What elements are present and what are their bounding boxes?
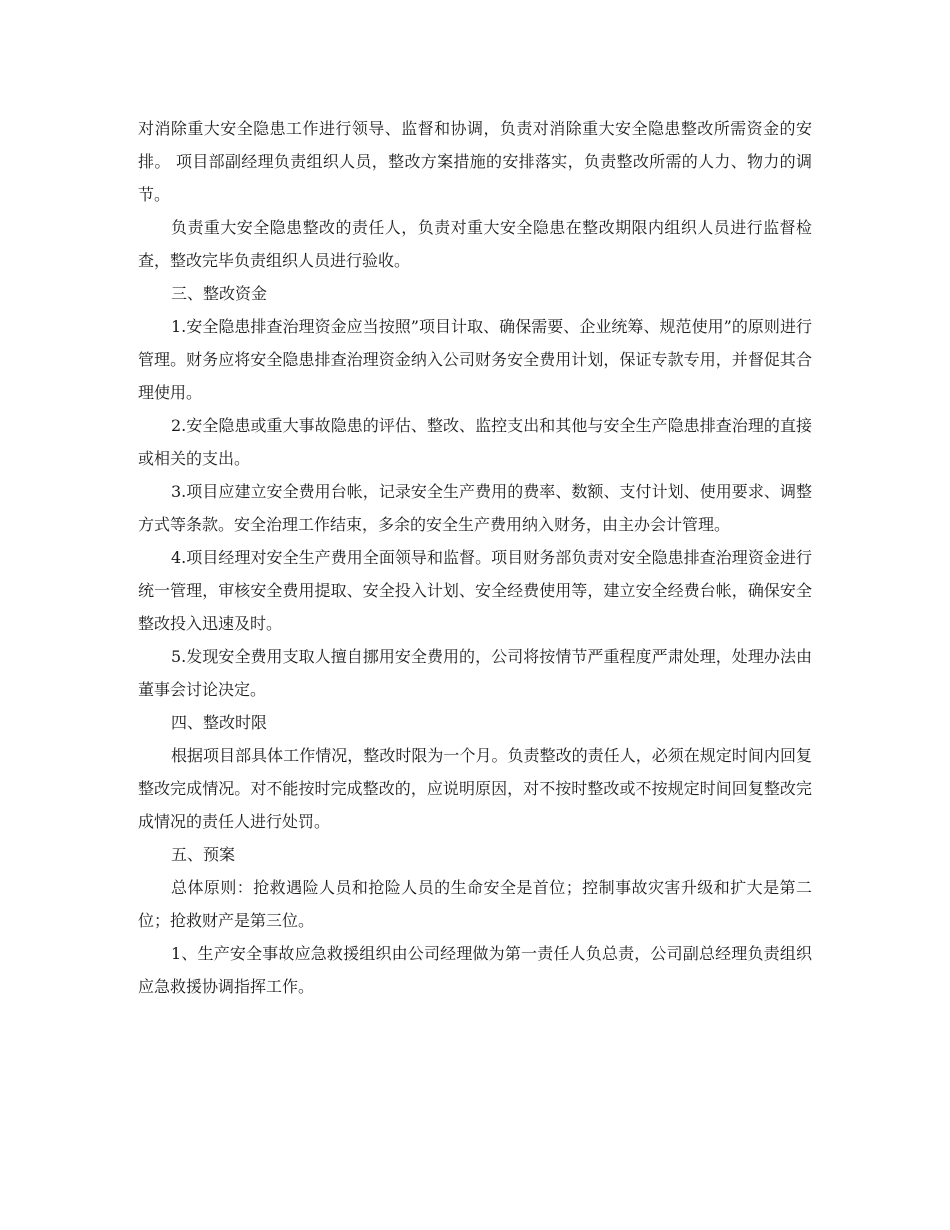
list-item-funds-3: 3.项目应建立安全费用台帐，记录安全生产费用的费率、数额、支付计划、使用要求、调整方式等条款。安全治理工作结束，多余的安全生产费用纳入财务，由主办会计管理。 bbox=[138, 482, 812, 534]
paragraph-funds-leadership: 对消除重大安全隐患工作进行领导、监督和协调，负责对消除重大安全隐患整改所需资金的安排。 项目部副经理负责组织人员，整改方案措施的安排落实，负责整改所需的人力、物力的调节。 bbox=[138, 119, 812, 204]
list-item-funds-2: 2.安全隐患或重大事故隐患的评估、整改、监控支出和其他与安全生产隐患排查治理的直接或相关的支出。 bbox=[138, 416, 812, 468]
paragraph-responsible-person: 负责重大安全隐患整改的责任人，负责对重大安全隐患在整改期限内组织人员进行监督检查，整改完毕负责组织人员进行验收。 bbox=[138, 218, 812, 270]
section-heading-plan: 五、预案 bbox=[171, 845, 236, 864]
paragraph-general-principle: 总体原则：抢救遇险人员和抢险人员的生命安全是首位；控制事故灾害升级和扩大是第二位；抢救财产是第三位。 bbox=[138, 878, 812, 930]
list-item-funds-4: 4.项目经理对安全生产费用全面领导和监督。项目财务部负责对安全隐患排查治理资金进行统一管理，审核安全费用提取、安全投入计划、安全经费使用等，建立安全经费台帐，确保安全整改投入迅速及时。 bbox=[138, 548, 812, 633]
list-item-plan-1: 1、生产安全事故应急救援组织由公司经理做为第一责任人负总责，公司副总经理负责组织应急救援协调指挥工作。 bbox=[138, 944, 812, 996]
list-item-funds-5: 5.发现安全费用支取人擅自挪用安全费用的，公司将按情节严重程度严肃处理，处理办法由董事会讨论决定。 bbox=[138, 647, 812, 699]
document-page bbox=[138, 112, 812, 1003]
paragraph-deadline: 根据项目部具体工作情况，整改时限为一个月。负责整改的责任人，必须在规定时间内回复整改完成情况。对不能按时完成整改的，应说明原因，对不按时整改或不按规定时间回复整改完成情况的责任人进行处罚。 bbox=[138, 746, 812, 831]
section-heading-deadline: 四、整改时限 bbox=[171, 713, 268, 732]
list-item-funds-1: 1.安全隐患排查治理资金应当按照”项目计取、确保需要、企业统筹、规范使用”的原则进行管理。财务应将安全隐患排查治理资金纳入公司财务安全费用计划，保证专款专用，并督促其合理使用。 bbox=[138, 317, 812, 402]
section-heading-funds: 三、整改资金 bbox=[171, 284, 268, 303]
